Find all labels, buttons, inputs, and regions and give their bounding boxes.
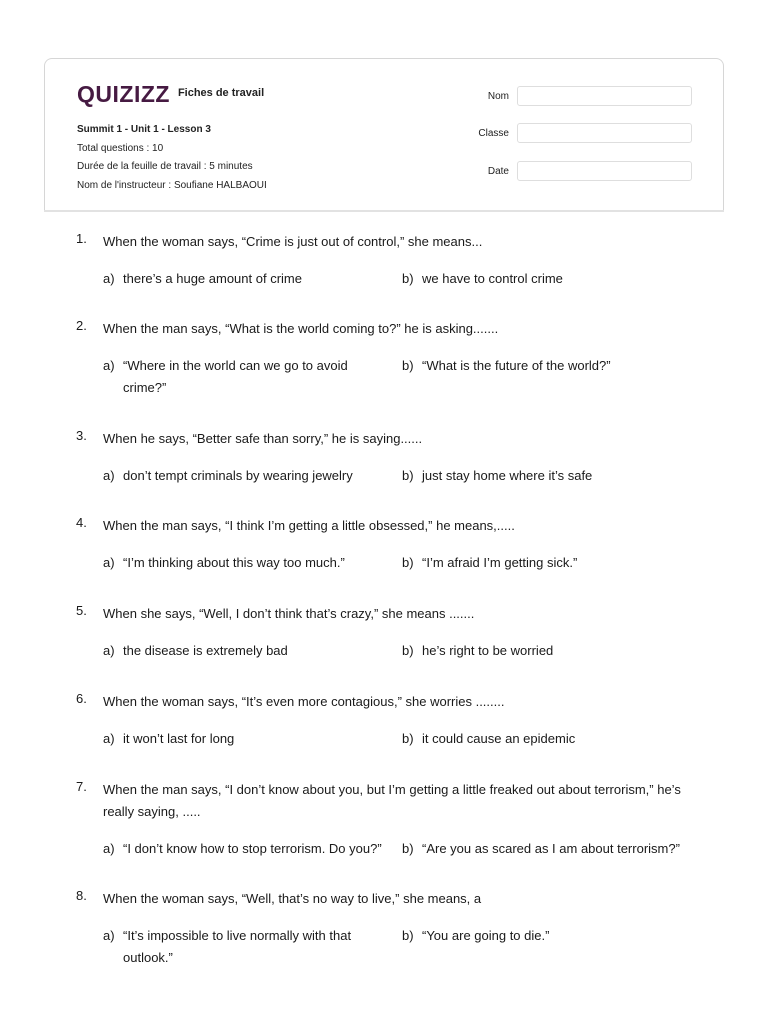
option-text: “You are going to die.” bbox=[422, 928, 550, 943]
class-field[interactable] bbox=[517, 123, 692, 143]
question-text: When she says, “Well, I don’t think that’s crazy,” she means ....... bbox=[103, 606, 475, 621]
option-text: “I’m thinking about this way too much.” bbox=[123, 555, 345, 570]
class-label: Classe bbox=[478, 128, 509, 139]
lesson-title: Summit 1 - Unit 1 - Lesson 3 bbox=[77, 124, 211, 135]
question-number: 8. bbox=[76, 888, 87, 903]
question-number: 7. bbox=[76, 779, 87, 794]
option-letter: a) bbox=[103, 555, 115, 570]
question-number: 6. bbox=[76, 691, 87, 706]
option-letter: a) bbox=[103, 731, 115, 746]
option-letter: b) bbox=[402, 841, 414, 856]
option-letter: b) bbox=[402, 731, 414, 746]
option-text: “Where in the world can we go to avoid crime?” bbox=[123, 358, 348, 395]
logo-subtitle: Fiches de travail bbox=[177, 86, 265, 99]
option-text: “I don’t know how to stop terrorism. Do you?” bbox=[123, 841, 382, 856]
question-number: 2. bbox=[76, 318, 87, 333]
instructor: Nom de l'instructeur : Soufiane HALBAOUI bbox=[77, 179, 267, 191]
date-label: Date bbox=[487, 166, 509, 177]
option-text: it won’t last for long bbox=[123, 731, 235, 746]
question-text: When the man says, “I think I’m getting a little obsessed,” he means,..... bbox=[103, 518, 515, 533]
option-text: don’t tempt criminals by wearing jewelry bbox=[123, 468, 353, 483]
question-number: 3. bbox=[76, 428, 87, 443]
name-label: Nom bbox=[487, 91, 509, 102]
question-text: When the man says, “I don’t know about you, but I’m getting a little freaked out about terrorism,” he’s really saying, ..... bbox=[103, 782, 681, 819]
option-text: “Are you as scared as I am about terrorism?” bbox=[422, 841, 680, 856]
option-letter: a) bbox=[103, 928, 115, 943]
option-letter: b) bbox=[402, 271, 414, 286]
question-number: 5. bbox=[76, 603, 87, 618]
name-field[interactable] bbox=[517, 86, 692, 106]
question-text: When he says, “Better safe than sorry,” he is saying...... bbox=[103, 431, 423, 446]
option-letter: a) bbox=[103, 358, 115, 373]
option-letter: b) bbox=[402, 468, 414, 483]
option-letter: a) bbox=[103, 468, 115, 483]
option-letter: a) bbox=[103, 271, 115, 286]
question-text: When the woman says, “Crime is just out of control,” she means... bbox=[103, 234, 483, 249]
option-letter: a) bbox=[103, 841, 115, 856]
question-number: 1. bbox=[76, 231, 87, 246]
option-text: “It’s impossible to live normally with that outlook.” bbox=[123, 928, 352, 965]
question-text: When the man says, “What is the world coming to?” he is asking....... bbox=[103, 321, 499, 336]
option-text: there’s a huge amount of crime bbox=[123, 271, 302, 286]
option-text: “What is the future of the world?” bbox=[422, 358, 611, 373]
option-letter: b) bbox=[402, 643, 414, 658]
question-text: When the woman says, “Well, that’s no way to live,” she means, a bbox=[103, 891, 482, 906]
logo-row bbox=[77, 81, 264, 108]
option-text: we have to control crime bbox=[422, 271, 563, 286]
option-text: he’s right to be worried bbox=[422, 643, 554, 658]
option-letter: b) bbox=[402, 555, 414, 570]
option-text: the disease is extremely bad bbox=[123, 643, 288, 658]
option-text: just stay home where it’s safe bbox=[422, 468, 593, 483]
worksheet-meta bbox=[77, 121, 267, 195]
total-questions: Total questions : 10 bbox=[77, 142, 164, 154]
option-text: “I’m afraid I’m getting sick.” bbox=[422, 555, 578, 570]
date-field[interactable] bbox=[517, 161, 692, 181]
worksheet-header bbox=[44, 58, 724, 210]
quizizz-logo: QUIZIZZ bbox=[77, 81, 170, 107]
option-text: it could cause an epidemic bbox=[422, 731, 576, 746]
option-letter: a) bbox=[103, 643, 115, 658]
question-text: When the woman says, “It’s even more contagious,” she worries ........ bbox=[103, 694, 505, 709]
option-letter: b) bbox=[402, 928, 414, 943]
duration: Durée de la feuille de travail : 5 minutes bbox=[77, 161, 253, 172]
option-letter: b) bbox=[402, 358, 414, 373]
question-number: 4. bbox=[76, 515, 87, 530]
